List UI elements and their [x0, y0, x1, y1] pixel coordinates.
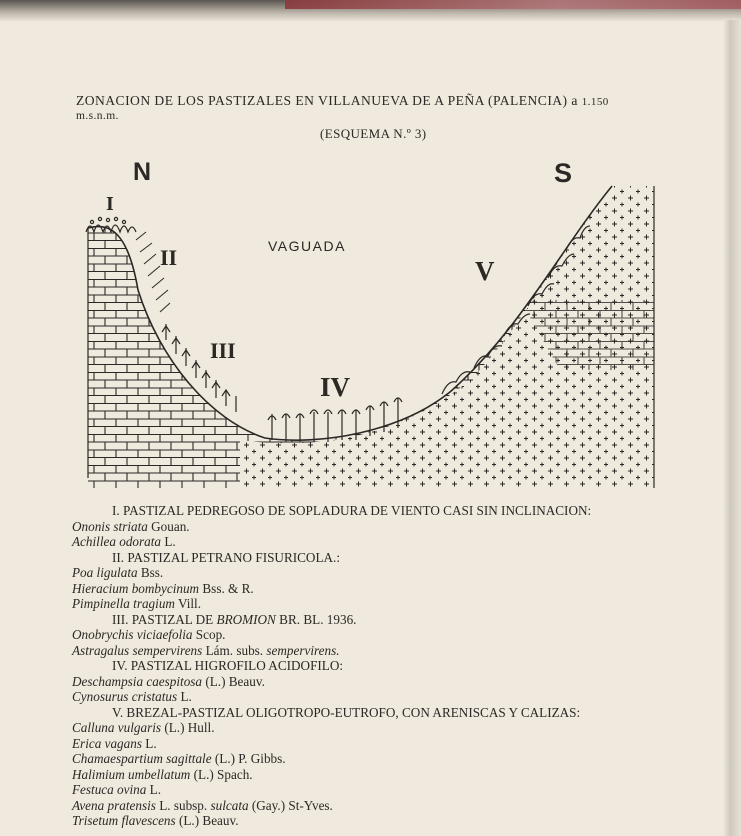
species-name: Chamaespartium sagittale — [72, 751, 212, 766]
zone-label-3: III — [210, 338, 236, 363]
south-label: S — [554, 158, 573, 188]
species-name: Calluna vulgaris — [72, 720, 162, 735]
page-title — [76, 93, 609, 109]
species-name: Onobrychis viciaefolia — [72, 627, 193, 642]
species-author: Gouan. — [151, 518, 190, 534]
species-author: L. — [180, 689, 192, 704]
species-author: (L.) Beauv. — [178, 813, 239, 828]
species-subspecies: sempervirens. — [266, 642, 340, 658]
species-item — [72, 534, 672, 550]
species-name: Achillea odorata — [72, 534, 162, 549]
species-item — [72, 720, 672, 736]
zone-3-heading-genus: BROMION — [216, 611, 276, 627]
zone-4-heading: IV. PASTIZAL HIGROFILO ACIDOFILO: — [112, 658, 344, 673]
species-name: Deschampsia caespitosa — [72, 673, 203, 689]
north-label: N — [133, 158, 152, 186]
species-item — [72, 798, 672, 814]
species-item — [72, 519, 672, 535]
zone-label-2: II — [160, 245, 178, 270]
zone-label-5: V — [475, 256, 495, 286]
species-name: Halimium umbellatum — [72, 766, 191, 782]
species-item — [72, 596, 672, 612]
species-name: Cynosurus cristatus — [72, 689, 178, 704]
species-author: Bss. & R. — [202, 580, 254, 596]
species-author: L. — [149, 782, 161, 797]
zone-2-heading: II. PASTIZAL PETRANO FISURICOLA.: — [112, 549, 340, 565]
species-item — [72, 627, 672, 643]
species-item — [72, 736, 672, 752]
zone-5-heading-text: V. BREZAL-PASTIZAL OLIGOTROPO-EUTROFO, CON ARENISCAS Y CALIZAS: — [112, 704, 581, 720]
zone-label-4: IV — [320, 372, 351, 402]
zone-3-heading-pre: III. PASTIZAL DE — [112, 611, 214, 627]
species-author: (L.) Hull. — [164, 720, 215, 735]
species-item — [72, 565, 672, 581]
species-name: Avena pratensis — [72, 797, 156, 813]
species-name: Hieracium bombycinum — [72, 580, 200, 596]
species-item — [72, 643, 672, 659]
rock-strata — [88, 186, 654, 488]
zone-3-heading-post: BR. BL. 1936. — [279, 611, 357, 627]
species-item — [72, 782, 672, 798]
altitude-value: 1.150 — [581, 96, 609, 108]
zone-1-heading — [72, 503, 672, 519]
species-author: Scop. — [195, 627, 226, 642]
species-name: Trisetum flavescens — [72, 813, 176, 828]
species-author: (L.) Spach. — [193, 766, 253, 782]
species-item — [72, 767, 672, 783]
zonation-diagram — [0, 140, 741, 490]
species-name: Ononis striata — [72, 518, 148, 534]
species-author: L. — [164, 534, 176, 549]
zone-3-heading — [72, 612, 672, 628]
species-author: Lám. subs. — [205, 642, 264, 658]
species-item — [72, 751, 672, 767]
species-author: L. subsp. — [159, 797, 208, 813]
zone-1-heading-text: I. PASTIZAL PEDREGOSO DE SOPLADURA DE VIENTO CASI SIN INCLINACION: — [112, 503, 592, 518]
species-item — [72, 689, 672, 705]
species-name: Poa ligulata — [72, 565, 138, 580]
species-author: (L.) P. Gibbs. — [214, 751, 286, 766]
species-legend — [72, 503, 672, 829]
species-author: Bss. — [140, 565, 164, 580]
book-cover-edge — [285, 0, 741, 9]
diagram-subtitle: (ESQUEMA N.º 3) — [320, 126, 427, 141]
species-subspecies: sulcata — [210, 797, 249, 813]
species-author: Vill. — [178, 596, 202, 611]
title-text: ZONACION DE LOS PASTIZALES EN VILLANUEVA DE A PEÑA (PALENCIA) a — [76, 93, 578, 108]
species-item — [72, 813, 672, 829]
species-name: Astragalus sempervirens — [72, 642, 203, 658]
valley-label: VAGUADA — [268, 238, 346, 254]
zone-label-1: I — [106, 193, 114, 215]
species-author: (L.) Beauv. — [205, 673, 265, 689]
species-author: L. — [145, 735, 157, 751]
species-name: Erica vagans — [72, 735, 142, 751]
species-name: Pimpinella tragium — [72, 596, 175, 611]
species-author-2: (Gay.) St-Yves. — [251, 797, 333, 813]
species-item — [72, 674, 672, 690]
altitude-units: m.s.n.m. — [76, 110, 119, 122]
species-name: Festuca ovina — [72, 782, 147, 797]
species-item — [72, 581, 672, 597]
zone-5-heading — [72, 705, 672, 721]
